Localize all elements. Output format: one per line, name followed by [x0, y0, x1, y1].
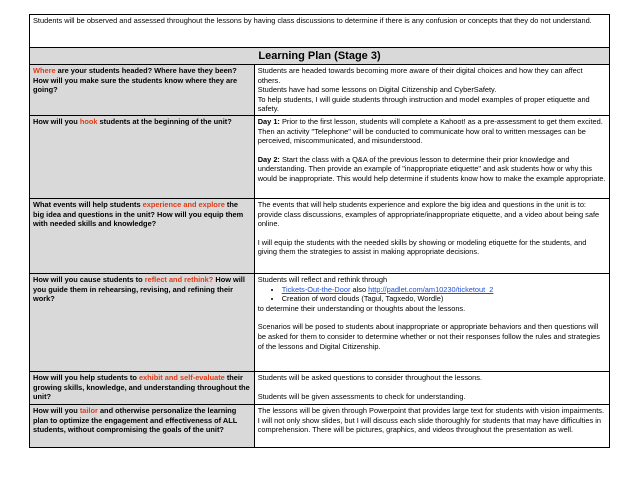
spacer [258, 146, 606, 155]
answer-line: Students will reflect and rethink through [257, 275, 388, 284]
table-row [30, 199, 610, 274]
spacer [258, 383, 606, 392]
question-text: the big idea and questions in the unit? How will you equip them with needed skills and knowledge? [33, 200, 244, 229]
table-row [30, 405, 610, 448]
question-text: students at the beginning of the unit? [97, 117, 232, 126]
question-highlight: hook [79, 117, 98, 126]
day-2-paragraph [258, 155, 606, 184]
spacer [258, 229, 606, 238]
answer-line: Scenarios will be posed to students about inappropriate or appropriate behaviors and then questions will be asked for them to consider to determine whether or not their responses follow the rules and strategies of the lessons and Digital Citizenship. [257, 322, 600, 351]
answer-cell-experience [254, 199, 609, 274]
question-cell-where [30, 65, 255, 116]
table-row [30, 274, 610, 372]
day-2-text: Start the class with a Q&A of the previous lesson to determine their prior knowledge and understanding. Then provide an example of "inappropriate etiquette" and ask students how or why this would be inappropriate. This would help determine if students know how to make the example appropriate. [257, 154, 606, 183]
intro-text: Students will be observed and assessed throughout the lessons by having class discussions to determine if there is any confusion or concepts that they do not understand. [30, 15, 610, 48]
question-text: How will you help students to [33, 373, 139, 382]
table-row [30, 65, 610, 116]
question-highlight: Where [33, 66, 56, 75]
learning-plan-table [29, 14, 610, 448]
question-highlight: experience and explore [142, 200, 225, 209]
spacer [258, 313, 606, 322]
answer-line: Students have had some lessons on Digital Citizenship and CyberSafety. [257, 85, 497, 95]
answer-line: Students will be asked questions to consider throughout the lessons. [257, 373, 483, 382]
question-cell-exhibit [30, 372, 255, 405]
list-item: • Creation of word clouds (Tagul, Tagxedo, Wordle) [282, 294, 606, 304]
answer-line: The events that will help students experience and explore the big idea and questions in the unit is to: provide class discussions, examples of appropriate/inappropriate etiquette, and a video about being safe online. [257, 200, 600, 229]
question-highlight: exhibit and self-evaluate [138, 373, 225, 382]
answer-line: To help students, I will guide students through instruction and model examples of proper etiquette and safety. [257, 94, 590, 114]
day-2-label: Day 2: [257, 154, 280, 164]
question-text: How will you [33, 117, 80, 126]
day-1-text: Prior to the first lesson, students will complete a Kahoot! as a pre-assessment to get them excited. Then an activity "Telephone" will be conducted to communicate how oral to written messages can be perceived, miscommunicated, and misunderstood. [257, 117, 603, 146]
day-1-paragraph [258, 117, 606, 146]
question-highlight: tailor [79, 406, 98, 415]
list-item [282, 285, 606, 295]
question-text: their growing skills, knowledge, and understanding throughout the unit? [33, 373, 250, 402]
answer-line: Students will be given assessments to check for understanding. [257, 391, 466, 401]
answer-cell-hook [254, 116, 609, 199]
table-row [30, 372, 610, 405]
answer-line: to determine their understanding or thoughts about the lessons. [257, 303, 466, 313]
answer-cell-exhibit [254, 372, 609, 405]
question-text: How will you [33, 406, 80, 415]
title-row [30, 48, 610, 65]
list-item-text: also [350, 284, 369, 294]
answer-line: Students are headed towards becoming more aware of their digital choices and how they can affect others. [257, 66, 583, 85]
question-text: How will you guide them in rehearsing, revising, and refining their work? [33, 275, 245, 304]
question-text: and otherwise personalize the learning plan to optimize the engagement and effectiveness of ALL students, without compromising the goals of the unit? [33, 406, 238, 435]
question-cell-hook [30, 116, 255, 199]
intro-row [30, 15, 610, 48]
table-title: Learning Plan (Stage 3) [30, 48, 610, 65]
question-cell-experience [30, 199, 255, 274]
day-1-label: Day 1: [257, 117, 280, 126]
padlet-link[interactable]: http://padlet.com/am10230/ticketout_2 [368, 284, 494, 294]
question-text: What events will help students [33, 200, 143, 209]
answer-line: I will equip the students with the needed skills by showing or modeling etiquette for the students, and giving them the strategies to assist in making appropriate decisions. [257, 237, 587, 257]
question-cell-reflect [30, 274, 255, 372]
answer-cell-tailor [254, 405, 609, 448]
question-text: are your students headed? Where have they been? How will you make sure the students know where they are going? [33, 66, 238, 95]
table-row [30, 116, 610, 199]
tickets-out-the-door-link[interactable]: Tickets-Out-the-Door [281, 284, 351, 294]
question-highlight: reflect and rethink? [144, 275, 214, 284]
document-page [29, 14, 610, 448]
answer-cell-where [254, 65, 609, 116]
answer-cell-reflect [254, 274, 609, 372]
answer-line: The lessons will be given through Powerpoint that provides large text for students with vision impairments. I will not only show slides, but I will discuss each slide thoroughly for students that may have difficulties in comprehension. There will be pictures, graphics, and videos throughout the presentation as well. [257, 406, 605, 435]
question-text: How will you cause students to [33, 275, 145, 284]
bullet-list [258, 285, 606, 304]
question-cell-tailor [30, 405, 255, 448]
